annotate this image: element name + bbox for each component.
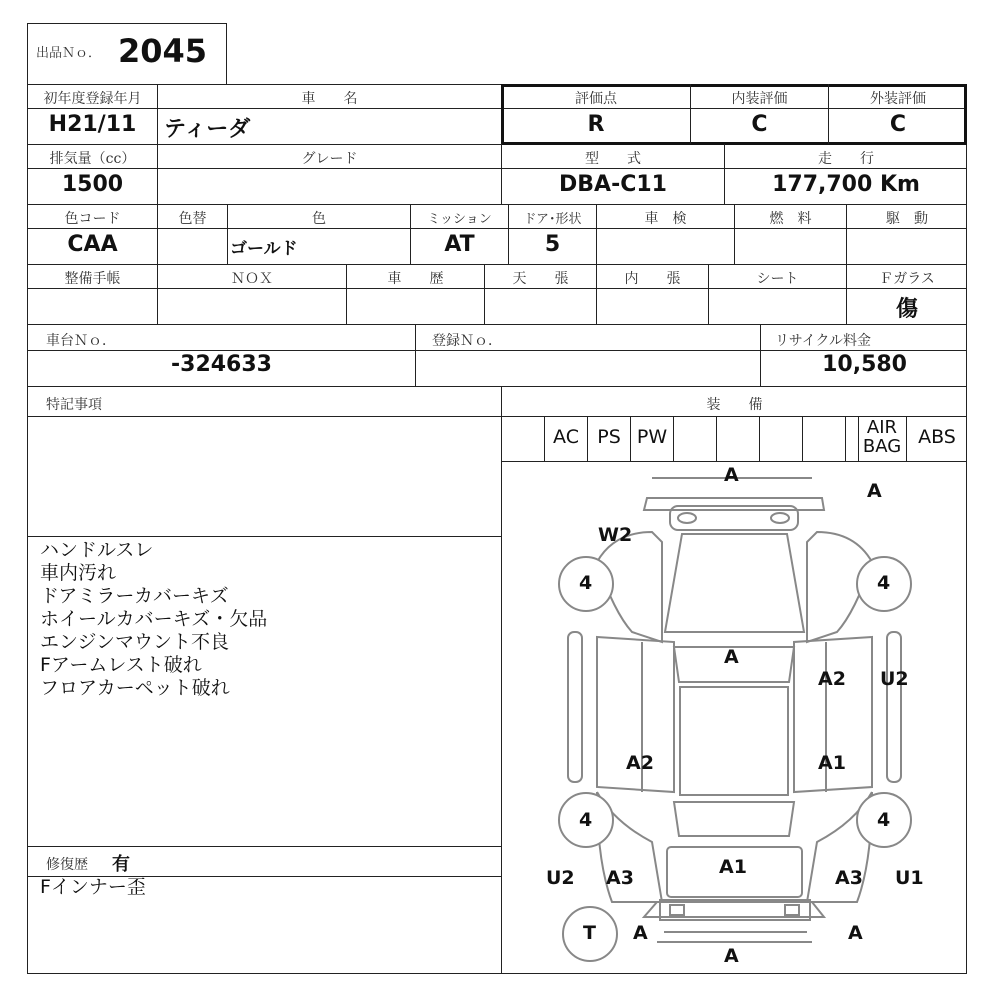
fglass-label: Ｆガラス <box>879 271 935 287</box>
ceiling-label: 天 張 <box>512 271 569 287</box>
interior-label: 内装評価 <box>731 91 788 107</box>
note-line: ドアミラーカバーキズ <box>40 585 229 607</box>
mark-right-fender: U2 <box>880 668 909 690</box>
interior-value: C <box>751 112 768 137</box>
note-line: ハンドルスレ <box>40 539 154 561</box>
mark-left-door: A2 <box>626 752 654 774</box>
fglass-value: 傷 <box>895 297 918 322</box>
repair-line: Fインナー歪 <box>40 876 146 898</box>
repair-value: 有 <box>112 854 130 875</box>
car-diagram <box>502 462 966 973</box>
note-line: エンジンマウント不良 <box>40 631 230 653</box>
equip-pw: PW <box>636 426 668 448</box>
car-name-value: ティーダ <box>164 117 251 142</box>
mark-front-bumper: A <box>724 464 739 486</box>
door-value: 5 <box>544 232 561 257</box>
mark-front-right-top: A <box>867 480 882 502</box>
mark-rear-bumper: A <box>724 945 739 967</box>
displacement-value: 1500 <box>61 172 124 197</box>
inner-label: 内 張 <box>624 271 681 287</box>
equip-ps: PS <box>597 426 621 448</box>
drive-label: 駆 動 <box>886 211 928 227</box>
recolor-label: 色替 <box>178 211 207 227</box>
note-line: 車内汚れ <box>40 562 117 584</box>
service-book-label: 整備手帳 <box>64 271 121 287</box>
mark-rear-left: A3 <box>606 867 634 889</box>
repair-label: 修復歴 <box>46 857 88 873</box>
inspection-label: 車 検 <box>644 211 687 227</box>
mark-spare-tire: T <box>583 922 596 944</box>
score-value: R <box>587 112 605 137</box>
exterior-label: 外装評価 <box>870 91 926 107</box>
mark-wheel-fr: 4 <box>877 572 891 594</box>
score-label: 評価点 <box>575 91 617 107</box>
first-reg-value: H21/11 <box>48 112 137 137</box>
mark-rear-left-quarter: U2 <box>546 867 575 889</box>
recycle-value: 10,580 <box>822 352 907 377</box>
model-value: DBA-C11 <box>559 172 667 197</box>
equip-airbag: AIR BAG <box>862 417 902 457</box>
color-code-label: 色コード <box>64 211 121 227</box>
mark-rear-right-quarter: U1 <box>895 867 924 889</box>
color-label: 色 <box>312 211 326 227</box>
mission-value: AT <box>444 232 475 257</box>
mission-label: ミッション <box>427 212 492 227</box>
mark-wheel-fl: 4 <box>579 572 593 594</box>
equip-abs: ABS <box>918 426 956 448</box>
lot-label: 出品Ｎｏ． <box>36 46 102 61</box>
grade-label: グレード <box>301 151 358 167</box>
mileage-label: 走 行 <box>818 151 874 167</box>
displacement-label: 排気量（cc） <box>49 151 136 167</box>
mark-front-left-pillar: W2 <box>598 524 633 546</box>
chassis-label: 車台Ｎｏ． <box>46 333 116 349</box>
equip-ac: AC <box>553 426 579 448</box>
mark-rear-left-corner: A <box>633 922 648 944</box>
mark-right-rear-door: A1 <box>818 752 846 774</box>
mark-wheel-rl: 4 <box>579 809 593 831</box>
nox-label: ＮＯＸ <box>231 271 273 287</box>
lot-number: 2045 <box>118 32 208 70</box>
note-line: フロアカーペット破れ <box>40 677 230 699</box>
mileage-value: 177,700 Km <box>772 172 920 197</box>
seat-label: シート <box>756 271 799 287</box>
first-reg-label: 初年度登録年月 <box>43 91 142 107</box>
car-name-label: 車 名 <box>301 91 358 107</box>
registration-label: 登録Ｎｏ． <box>432 333 502 349</box>
model-label: 型 式 <box>585 151 641 167</box>
notes-label: 特記事項 <box>46 397 102 413</box>
mark-roof: A <box>724 646 739 668</box>
note-line: ホイールカバーキズ・欠品 <box>40 608 268 630</box>
equipment-label: 装 備 <box>706 397 763 413</box>
mark-rear-right-corner: A <box>848 922 863 944</box>
color-code-value: CAA <box>67 232 118 257</box>
note-line: Fアームレスト破れ <box>40 654 202 676</box>
mark-rear-right: A3 <box>835 867 863 889</box>
chassis-value: -324633 <box>171 352 272 377</box>
door-label: ドア･形状 <box>523 212 582 227</box>
mark-wheel-rr: 4 <box>877 809 891 831</box>
fuel-label: 燃 料 <box>769 211 812 227</box>
exterior-value: C <box>889 112 907 137</box>
history-label: 車 歴 <box>387 271 444 287</box>
mark-right-front-door: A2 <box>818 668 846 690</box>
mark-trunk: A1 <box>719 856 747 878</box>
recycle-label: リサイクル料金 <box>775 333 872 349</box>
color-value: ゴールド <box>230 239 298 259</box>
